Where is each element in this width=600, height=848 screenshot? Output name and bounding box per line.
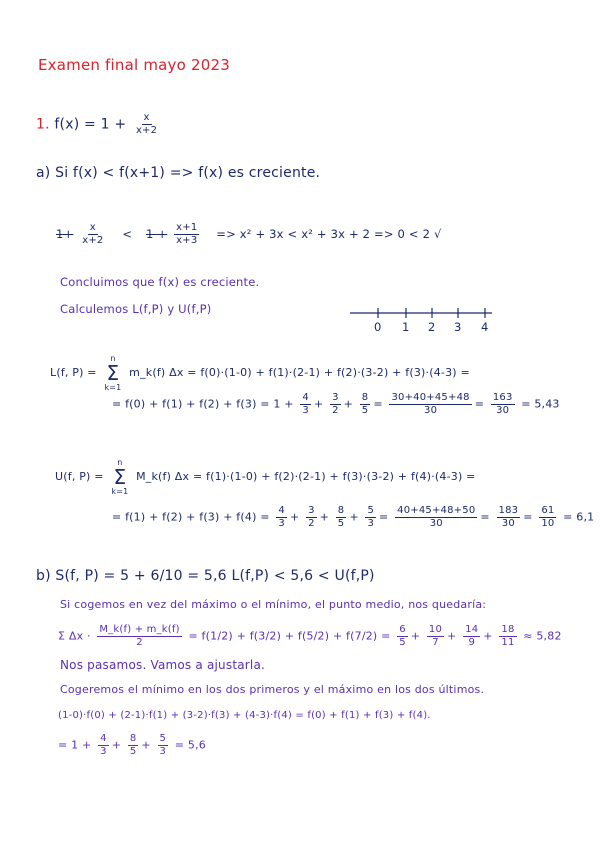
tick-label-4: 4 [481,320,489,334]
inequality-line: 1+ $\frac{x}{x+2}$ < 1 + $\frac{x+1}{x+3}$ => x² + 3x < x² + 3x + 2 => 0 < 2 √ [56,222,442,246]
part-a-label: a) [36,165,51,181]
upper-sum-line-1: U(f, P) = n Σ k=1 M_k(f) Δx = f(1)·(1-0) + f(2)·(2-1) + f(3)·(3-2) + f(4)·(4-3) = [55,458,476,496]
final-result-line: = 1 + $\frac{4}{3}$ + $\frac{8}{5}$ + $\frac{5}{3}$ = 5,6 [58,733,206,757]
tick-label-3: 3 [454,320,462,334]
part-b-statement: b) S(f, P) = 5 + 6/10 = 5,6 L(f,P) < 5,6 < U(f,P) [36,568,375,584]
tick-label-1: 1 [402,320,410,334]
tick-label-2: 2 [428,320,436,334]
lower-sum-line-2: = f(0) + f(1) + f(2) + f(3) = 1 + $\frac{4}{3}$ + $\frac{3}{2}$ + $\frac{8}{5}$ = $\frac{30+40+45+48}{30}$ = $\frac{163}{30}$ = 5,43 [112,392,560,416]
sigma-symbol: n Σ k=1 [111,458,129,496]
part-a-statement: a) Si f(x) < f(x+1) => f(x) es creciente. [36,165,321,181]
tick-label-0: 0 [374,320,382,334]
midpoint-note: Si cogemos en vez del máximo o el mínimo, el punto medio, nos quedaría: [60,598,487,611]
problem-number: 1. [36,116,50,133]
adjust-note: Cogeremos el mínimo en los dos primeros y el máximo en los dos últimos. [60,683,485,696]
calculate-text: Calculemos L(f,P) y U(f,P) [60,302,212,316]
midpoint-sum-line: Σ Δx · $\frac{M\_k(f) + m\_k(f)}{2}$ = f(1/2) + f(3/2) + f(5/2) + f(7/2) = $\frac{6}{5}$ + $\frac{10}{7}$ + $\frac{14}{9}$ + $\frac{18}{11}$ ≈ 5,82 [58,624,562,648]
lower-sum-line-1: L(f, P) = n Σ k=1 m_k(f) Δx = f(0)·(1-0) + f(1)·(2-1) + f(2)·(3-2) + f(3)·(4-3) = [50,354,470,392]
function-lhs: f(x) = 1 + [54,116,127,133]
page-title: Examen final mayo 2023 [38,56,230,74]
upper-sum-line-2: = f(1) + f(2) + f(3) + f(4) = $\frac{4}{3}$ + $\frac{3}{2}$ + $\frac{8}{5}$ + $\frac{5}{3}$ = $\frac{40+45+48+50}{30}$ = $\frac{183}{30}$ = $\frac{61}{10}$ = 6,1 [112,505,595,529]
sigma-symbol: n Σ k=1 [104,354,122,392]
overshoot-note: Nos pasamos. Vamos a ajustarla. [60,658,266,672]
conclusion-text: Concluimos que f(x) es creciente. [60,275,260,289]
function-fraction: $\frac{x}{x+2}$ [135,112,158,136]
adjusted-sum-line: (1-0)·f(0) + (2-1)·f(1) + (3-2)·f(3) + (4-3)·f(4) = f(0) + f(1) + f(3) + f(4). [58,710,431,721]
part-b-label: b) [36,568,51,584]
